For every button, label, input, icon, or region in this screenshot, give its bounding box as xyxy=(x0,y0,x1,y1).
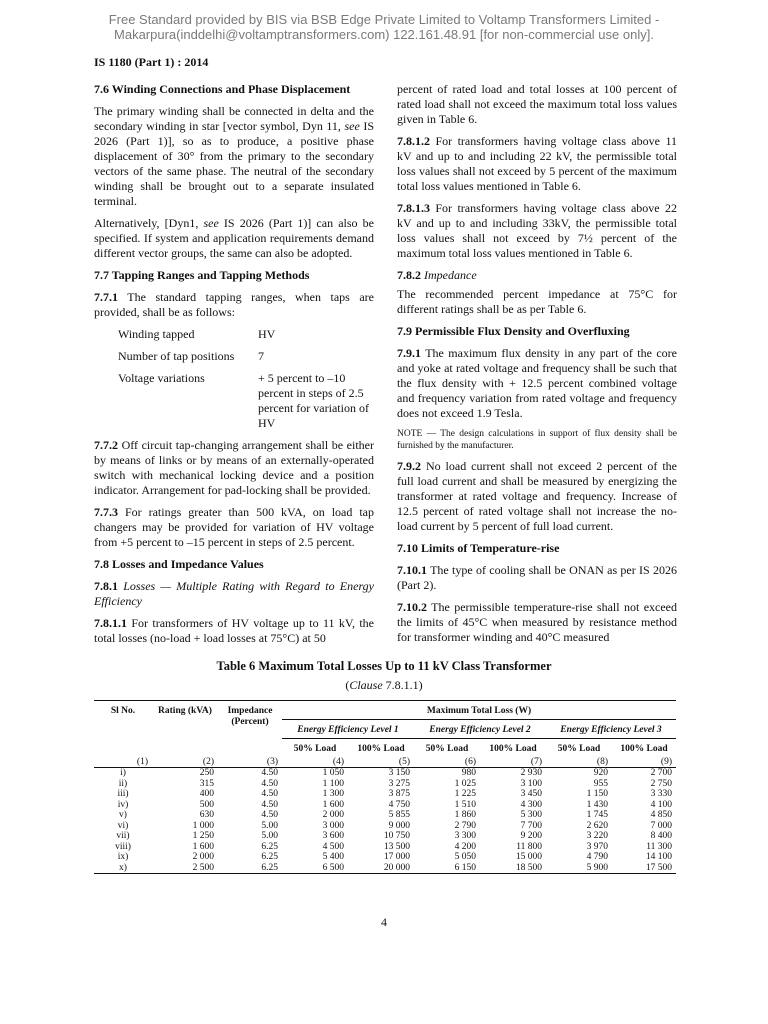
clause-text: For transformers of HV voltage up to 11 kV, the total losses (no-load + load losses at 75°C) at 50 xyxy=(94,616,374,645)
table-cell: 6.25 xyxy=(261,841,278,852)
section-7-8-1-1-continued: percent of rated load and total losses at 100 percent of rated load shall not exceed the maximum total loss values given in Table 6. xyxy=(397,82,677,126)
table-cell: 1 300 xyxy=(322,789,344,799)
sl-no-cell: iv) xyxy=(117,799,129,810)
sl-no-cell: viii) xyxy=(115,841,131,852)
table-cell: 5 050 xyxy=(454,852,476,862)
tapping-key: Winding tapped xyxy=(118,327,195,341)
sl-no-cell: x) xyxy=(119,862,127,873)
right-column xyxy=(397,82,677,652)
table-cell: 2 930 xyxy=(520,768,542,778)
table-cell: 4 200 xyxy=(454,841,476,852)
section-7-10-1 xyxy=(397,563,677,593)
section-7-9-2 xyxy=(397,459,677,534)
clause-label: Clause xyxy=(349,678,383,692)
tapping-value: 7 xyxy=(258,349,264,363)
sl-no-cell: iii) xyxy=(117,789,129,799)
table-cell: 3 220 xyxy=(586,831,608,841)
clause-text: The maximum flux density in any part of the core and yoke at rated voltage and frequency shall be such that the flux density with + 12.5 percent combined voltage and frequency variation from rated voltage and frequency does not exceed 1.9 Tesla. xyxy=(397,346,677,420)
table-cell: 5 300 xyxy=(520,810,542,820)
table-cell: 6.25 xyxy=(261,852,278,862)
table-cell: 10 750 xyxy=(383,831,410,841)
table-clause-ref: (Clause 7.8.1.1) xyxy=(345,678,423,692)
section-7-8-1-3 xyxy=(397,201,677,261)
table-row xyxy=(94,768,676,779)
table-cell: 4 750 xyxy=(388,799,410,810)
header-50-load: 50% Load xyxy=(425,744,469,754)
clause-text: The type of cooling shall be ONAN as per IS 2026 (Part 2). xyxy=(397,563,677,592)
table-cell: 3 000 xyxy=(322,820,344,831)
tapping-row xyxy=(118,371,374,431)
section-7-7-1 xyxy=(94,290,374,320)
table-cell: 5 900 xyxy=(586,862,608,873)
table-cell: 1 000 xyxy=(192,820,214,831)
tapping-row xyxy=(118,349,374,364)
clause-number: 7.7.2 xyxy=(94,438,118,452)
col-number: (3) xyxy=(266,756,278,767)
table-cell: 7 000 xyxy=(650,820,672,831)
clause-number: 7.8.2 xyxy=(397,268,421,282)
tapping-row xyxy=(118,327,374,342)
table-row xyxy=(94,779,676,790)
clause-number: 7.9.2 xyxy=(397,459,421,473)
header-100-load: 100% Load xyxy=(620,744,668,754)
col-number: (2) xyxy=(202,756,214,767)
section-7-8-heading: 7.8 Losses and Impedance Values xyxy=(94,557,264,571)
section-7-9-heading: 7.9 Permissible Flux Density and Overfluxing xyxy=(397,324,630,338)
table-cell: 3 150 xyxy=(388,768,410,778)
section-7-9-1 xyxy=(397,346,677,421)
table-cell: 9 200 xyxy=(520,831,542,841)
table-cell: 1 745 xyxy=(586,810,608,820)
section-7-10-heading: 7.10 Limits of Temperature-rise xyxy=(397,541,560,555)
table-cell: 5 855 xyxy=(388,810,410,820)
table-cell: 6.25 xyxy=(261,862,278,873)
table-cell: 2 700 xyxy=(650,768,672,778)
table-cell: 1 050 xyxy=(322,768,344,778)
header-sl-no: Sl No. xyxy=(110,706,136,716)
column-number-row xyxy=(94,757,676,768)
see-ref: see xyxy=(203,216,219,230)
col-number: (9) xyxy=(660,756,672,767)
losses-table-body xyxy=(94,768,676,874)
table-row xyxy=(94,863,676,874)
table-cell: 1 860 xyxy=(454,810,476,820)
col-number: (8) xyxy=(596,756,608,767)
sl-no-cell: vii) xyxy=(116,831,130,841)
table-cell: 1 100 xyxy=(322,778,344,789)
clause-number: 7.7.3 xyxy=(94,505,118,519)
tapping-value: + 5 percent to –10 percent in steps of 2.5 percent for variation of HV xyxy=(258,371,369,430)
table-row xyxy=(94,800,676,811)
tapping-key: Voltage variations xyxy=(118,371,205,385)
table-cell: 1 600 xyxy=(322,799,344,810)
table-row xyxy=(94,789,676,800)
table-cell: 1 430 xyxy=(586,799,608,810)
table-cell: 15 000 xyxy=(515,852,542,862)
table-cell: 1 510 xyxy=(454,799,476,810)
header-50-load: 50% Load xyxy=(293,744,337,754)
text-run: IS 2026 (Part 1)], so as to produce, a positive phase displacement of 30° from the primary to the secondary vectors of the same phase. The neutral of the secondary winding shall be brought out to a separate insulated terminal. xyxy=(94,119,375,208)
col-number: (4) xyxy=(332,756,344,767)
table-cell: 2 000 xyxy=(322,810,344,820)
clause-number: 7.10.1 xyxy=(397,563,427,577)
text-run: Alternatively, [Dyn1, xyxy=(94,216,204,230)
table-cell: 6 150 xyxy=(454,862,476,873)
clause-text: The permissible temperature-rise shall not exceed the limits of 45°C when measured by resistance method for transformer winding and 40°C measured xyxy=(397,600,677,644)
table-row xyxy=(94,831,676,842)
table-cell: 11 300 xyxy=(646,841,672,852)
table-cell: 4 100 xyxy=(650,799,672,810)
page-number: 4 xyxy=(381,915,387,929)
table-cell: 2 750 xyxy=(650,778,672,789)
table-cell: 1 025 xyxy=(454,778,476,789)
table-cell: 4.50 xyxy=(261,799,278,810)
see-ref: see xyxy=(344,119,360,133)
sl-no-cell: ii) xyxy=(118,778,128,789)
table-cell: 17 500 xyxy=(645,862,672,873)
table-cell: 8 400 xyxy=(650,831,672,841)
table-cell: 2 500 xyxy=(192,862,214,873)
table-cell: 3 100 xyxy=(520,778,542,789)
section-7-7-3 xyxy=(94,505,374,550)
tapping-value: HV xyxy=(258,327,276,341)
table-cell: 3 450 xyxy=(520,789,542,799)
table-cell: 955 xyxy=(593,778,608,789)
table-cell: 11 800 xyxy=(516,841,542,852)
table-cell: 4 850 xyxy=(650,810,672,820)
header-row-1 xyxy=(94,701,676,720)
clause-title: Impedance xyxy=(421,268,477,282)
table-cell: 7 700 xyxy=(520,820,542,831)
left-column xyxy=(94,82,374,653)
table-cell: 315 xyxy=(199,778,214,789)
sl-no-cell: ix) xyxy=(117,852,129,862)
table-cell: 920 xyxy=(593,768,608,778)
sl-no-cell: vi) xyxy=(117,820,129,831)
section-7-6-heading: 7.6 Winding Connections and Phase Displacement xyxy=(94,82,351,96)
table-cell: 3 330 xyxy=(650,789,672,799)
col-number: (7) xyxy=(530,756,542,767)
table-cell: 2 790 xyxy=(454,820,476,831)
header-rating: Rating (kVA) xyxy=(158,706,212,716)
table-cell: 3 600 xyxy=(322,831,344,841)
section-7-8-1 xyxy=(94,579,374,609)
table-cell: 5.00 xyxy=(261,831,278,841)
table-cell: 14 100 xyxy=(645,852,672,862)
table-cell: 13 500 xyxy=(383,841,410,852)
table-cell: 4 500 xyxy=(322,841,344,852)
clause-text: Off circuit tap-changing arrangement shall be either by means of links or by means of an externally-operated switch with mechanical locking device and a position indicator. Arrangement for pad-locking shall be provided. xyxy=(94,438,374,497)
table-cell: 1 150 xyxy=(586,789,608,799)
clause-text: No load current shall not exceed 2 percent of the full load current and shall be measured by energizing the transformer at rated voltage and frequency. Increase of 12.5 percent of rated voltage shall not increase the no-load current by 5 percent of full load current. xyxy=(397,459,677,533)
table-cell: 3 970 xyxy=(586,841,608,852)
clause-number: 7.8.1 xyxy=(94,579,118,593)
table-cell: 18 500 xyxy=(515,862,542,873)
section-7-8-1-2 xyxy=(397,134,677,194)
clause-number: 7.10.2 xyxy=(397,600,427,614)
col-number: (5) xyxy=(398,756,410,767)
table-bottom-rule xyxy=(94,873,676,874)
table-cell: 500 xyxy=(199,799,214,810)
table-cell: 4.50 xyxy=(261,810,278,820)
table-cell: 6 500 xyxy=(322,862,344,873)
section-7-7-2 xyxy=(94,438,374,498)
header-max-total-loss: Maximum Total Loss (W) xyxy=(426,706,532,716)
table-cell: 20 000 xyxy=(383,862,410,873)
header-level-1: Energy Efficiency Level 1 xyxy=(282,719,414,739)
table-cell: 1 600 xyxy=(192,841,214,852)
losses-table xyxy=(94,700,676,873)
table-cell: 4.50 xyxy=(261,778,278,789)
watermark-line-1: Free Standard provided by BIS via BSB Edge Private Limited to Voltamp Transformers Limited - xyxy=(108,12,660,27)
header-level-2: Energy Efficiency Level 2 xyxy=(414,719,546,739)
losses-table-container xyxy=(94,700,676,874)
table-row xyxy=(94,821,676,832)
sl-no-cell: i) xyxy=(120,768,126,778)
table-row xyxy=(94,852,676,863)
table-cell: 3 300 xyxy=(454,831,476,841)
table-row xyxy=(94,810,676,821)
col-number: (1) xyxy=(136,756,148,767)
section-7-6-para-2 xyxy=(94,216,374,261)
tapping-key: Number of tap positions xyxy=(118,349,235,363)
table-cell: 2 620 xyxy=(586,820,608,831)
clause-ref: 7.8.1.1 xyxy=(382,678,419,692)
table-cell: 5 400 xyxy=(322,852,344,862)
table-cell: 3 875 xyxy=(388,789,410,799)
table-cell: 400 xyxy=(199,789,214,799)
table-cell: 17 000 xyxy=(383,852,410,862)
table-cell: 4 790 xyxy=(586,852,608,862)
table-cell: 1 250 xyxy=(192,831,214,841)
table-cell: 4.50 xyxy=(261,789,278,799)
section-7-8-1-1 xyxy=(94,616,374,646)
clause-text: The standard tapping ranges, when taps are provided, shall be as follows: xyxy=(94,290,374,319)
table-cell: 250 xyxy=(199,768,214,778)
header-impedance: Impedance (Percent) xyxy=(227,706,273,727)
header-level-3: Energy Efficiency Level 3 xyxy=(546,719,676,739)
clause-title: Losses — Multiple Rating with Regard to Energy Efficiency xyxy=(94,579,374,608)
table-cell: 9 000 xyxy=(388,820,410,831)
table-cell: 1 225 xyxy=(454,789,476,799)
text-run: The primary winding shall be connected in delta and the secondary winding in star [vector symbol, Dyn 11, xyxy=(94,104,374,133)
clause-number: 7.9.1 xyxy=(397,346,421,360)
section-7-8-2-text: The recommended percent impedance at 75°C for different ratings shall be as per Table 6. xyxy=(397,287,677,316)
table-cell: 4.50 xyxy=(261,768,278,778)
header-100-load: 100% Load xyxy=(357,744,405,754)
col-number: (6) xyxy=(464,756,476,767)
section-7-7-heading: 7.7 Tapping Ranges and Tapping Methods xyxy=(94,268,310,282)
clause-text: For transformers having voltage class above 11 kV and up to and including 22 kV, the permissible total loss values shall not exceed by 5 percent of the maximum total loss values mentioned in Table 6. xyxy=(397,134,677,193)
sl-no-cell: v) xyxy=(119,810,127,820)
table-row xyxy=(94,842,676,853)
header-100-load: 100% Load xyxy=(489,744,537,754)
table-cell: 5.00 xyxy=(261,820,278,831)
watermark-line-2: Makarpura(inddelhi@voltamptransformers.com) 122.161.48.91 [for non-commercial use only]. xyxy=(114,27,654,42)
table-cell: 4 300 xyxy=(520,799,542,810)
standard-id: IS 1180 (Part 1) : 2014 xyxy=(94,55,209,69)
clause-number: 7.7.1 xyxy=(94,290,118,304)
clause-text: For transformers having voltage class above 22 kV and up to and including 33kV, the permissible total loss values shall not exceed by 7½ percent of the maximum total loss values mentioned in Table 6. xyxy=(397,201,677,260)
table-cell: 980 xyxy=(461,768,476,778)
clause-text: For ratings greater than 500 kVA, on load tap changers may be provided for variation of HV voltage from +5 percent to –15 percent in steps of 2.5 percent. xyxy=(94,505,374,549)
table-cell: 3 275 xyxy=(388,778,410,789)
clause-number: 7.8.1.3 xyxy=(397,201,430,215)
table-title: Table 6 Maximum Total Losses Up to 11 kV Class Transformer xyxy=(216,659,552,673)
flux-density-note: NOTE — The design calculations in support of flux density shall be furnished by the manufacturer. xyxy=(397,429,677,451)
section-7-6-para-1 xyxy=(94,104,374,209)
tapping-range-list xyxy=(118,327,374,431)
header-50-load: 50% Load xyxy=(557,744,601,754)
clause-number: 7.8.1.1 xyxy=(94,616,127,630)
table-cell: 2 000 xyxy=(192,852,214,862)
table-cell: 630 xyxy=(199,810,214,820)
clause-number: 7.8.1.2 xyxy=(397,134,430,148)
section-7-8-2-heading xyxy=(397,268,677,283)
watermark-notice xyxy=(0,12,768,42)
text-run: IS 2026 (Part 1)] can also be specified. If system and application requirements demand different vector groups, the same can also be adopted. xyxy=(94,216,375,260)
section-7-10-2 xyxy=(397,600,677,645)
